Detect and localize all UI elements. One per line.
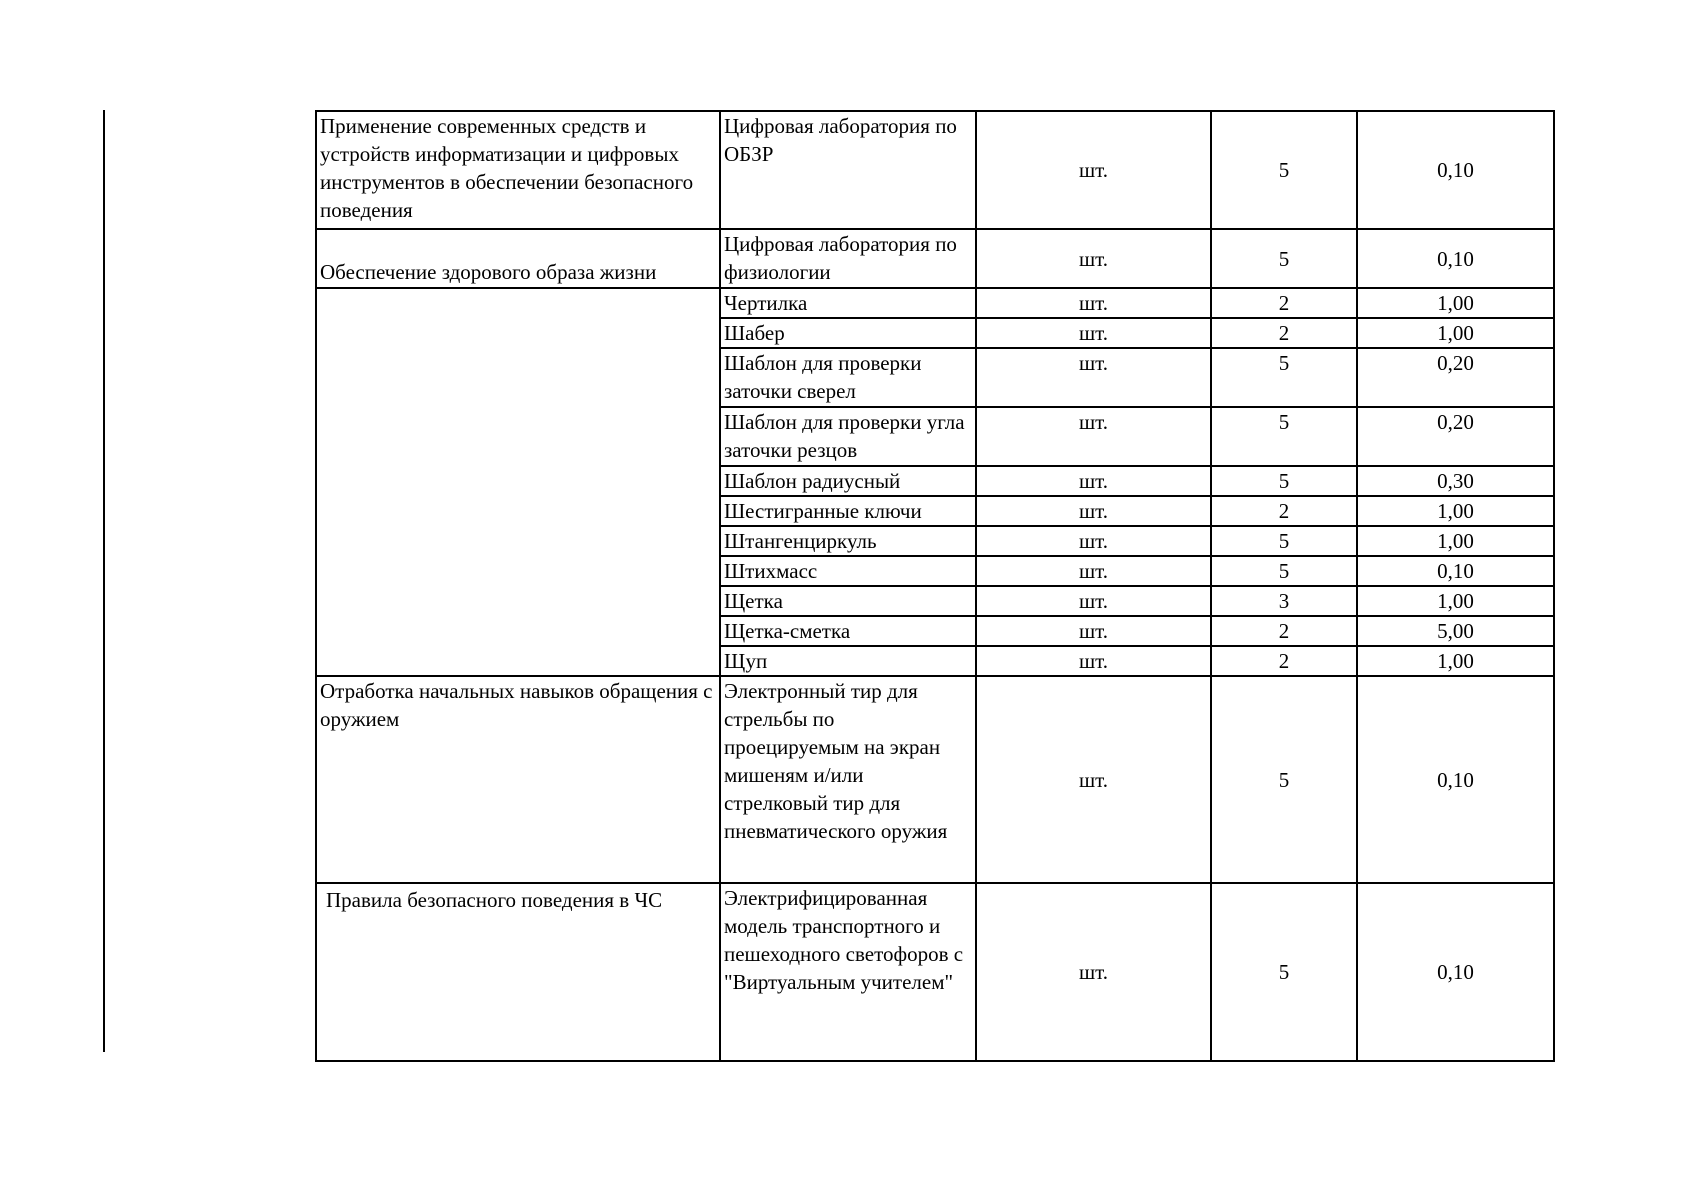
item-cell: Шаблон радиусный — [720, 466, 976, 496]
quantity-cell: 5 — [1211, 229, 1357, 288]
item-cell: Электрифицированная модель транспортного и пешеходного светофоров с "Виртуальным учителем" — [720, 883, 976, 1061]
coefficient-cell: 1,00 — [1357, 288, 1554, 318]
item-cell: Чертилка — [720, 288, 976, 318]
quantity-cell: 5 — [1211, 348, 1357, 407]
quantity-cell: 5 — [1211, 883, 1357, 1061]
topic-cell: Обеспечение здорового образа жизни — [316, 229, 720, 288]
coefficient-cell: 0,20 — [1357, 348, 1554, 407]
unit-cell: шт. — [976, 646, 1211, 676]
coefficient-cell: 1,00 — [1357, 586, 1554, 616]
unit-cell: шт. — [976, 616, 1211, 646]
coefficient-cell: 1,00 — [1357, 318, 1554, 348]
quantity-cell: 5 — [1211, 466, 1357, 496]
item-cell: Шаблон для проверки угла заточки резцов — [720, 407, 976, 466]
item-cell: Штихмасс — [720, 556, 976, 586]
unit-cell: шт. — [976, 407, 1211, 466]
table-row — [316, 288, 1554, 318]
unit-cell: шт. — [976, 348, 1211, 407]
quantity-cell: 2 — [1211, 646, 1357, 676]
coefficient-cell: 0,10 — [1357, 676, 1554, 883]
coefficient-cell: 1,00 — [1357, 496, 1554, 526]
unit-cell: шт. — [976, 496, 1211, 526]
item-cell: Цифровая лаборатория по физиологии — [720, 229, 976, 288]
item-cell: Цифровая лаборатория по ОБЗР — [720, 111, 976, 229]
table-row — [316, 111, 1554, 229]
item-cell: Шабер — [720, 318, 976, 348]
coefficient-cell: 0,20 — [1357, 407, 1554, 466]
quantity-cell: 5 — [1211, 111, 1357, 229]
quantity-cell: 2 — [1211, 616, 1357, 646]
coefficient-cell: 1,00 — [1357, 646, 1554, 676]
quantity-cell: 3 — [1211, 586, 1357, 616]
unit-cell: шт. — [976, 111, 1211, 229]
coefficient-cell: 0,10 — [1357, 556, 1554, 586]
unit-cell: шт. — [976, 318, 1211, 348]
item-cell: Щетка-сметка — [720, 616, 976, 646]
quantity-cell: 5 — [1211, 556, 1357, 586]
quantity-cell: 2 — [1211, 496, 1357, 526]
quantity-cell: 2 — [1211, 288, 1357, 318]
coefficient-cell: 0,10 — [1357, 883, 1554, 1061]
unit-cell: шт. — [976, 883, 1211, 1061]
quantity-cell: 5 — [1211, 526, 1357, 556]
item-cell: Шестигранные ключи — [720, 496, 976, 526]
coefficient-cell: 1,00 — [1357, 526, 1554, 556]
table-row — [316, 883, 1554, 1061]
coefficient-cell: 5,00 — [1357, 616, 1554, 646]
item-cell: Щуп — [720, 646, 976, 676]
unit-cell: шт. — [976, 676, 1211, 883]
coefficient-cell: 0,10 — [1357, 111, 1554, 229]
unit-cell: шт. — [976, 466, 1211, 496]
unit-cell: шт. — [976, 229, 1211, 288]
unit-cell: шт. — [976, 526, 1211, 556]
unit-cell: шт. — [976, 288, 1211, 318]
table-row — [316, 229, 1554, 288]
item-cell: Шаблон для проверки заточки сверел — [720, 348, 976, 407]
topic-cell-empty — [316, 288, 720, 676]
margin-rule — [103, 110, 105, 1052]
topic-cell: Отработка начальных навыков обращения с оружием — [316, 676, 720, 883]
unit-cell: шт. — [976, 556, 1211, 586]
item-cell: Электронный тир для стрельбы по проецируемым на экран мишеням и/или стрелковый тир для пневматического оружия — [720, 676, 976, 883]
quantity-cell: 2 — [1211, 318, 1357, 348]
quantity-cell: 5 — [1211, 407, 1357, 466]
quantity-cell: 5 — [1211, 676, 1357, 883]
coefficient-cell: 0,30 — [1357, 466, 1554, 496]
topic-cell: Применение современных средств и устройств информатизации и цифровых инструментов в обеспечении безопасного поведения — [316, 111, 720, 229]
table-row — [316, 676, 1554, 883]
item-cell: Щетка — [720, 586, 976, 616]
item-cell: Штангенциркуль — [720, 526, 976, 556]
coefficient-cell: 0,10 — [1357, 229, 1554, 288]
unit-cell: шт. — [976, 586, 1211, 616]
topic-cell: Правила безопасного поведения в ЧС — [316, 883, 720, 1061]
equipment-table — [315, 110, 1555, 1062]
